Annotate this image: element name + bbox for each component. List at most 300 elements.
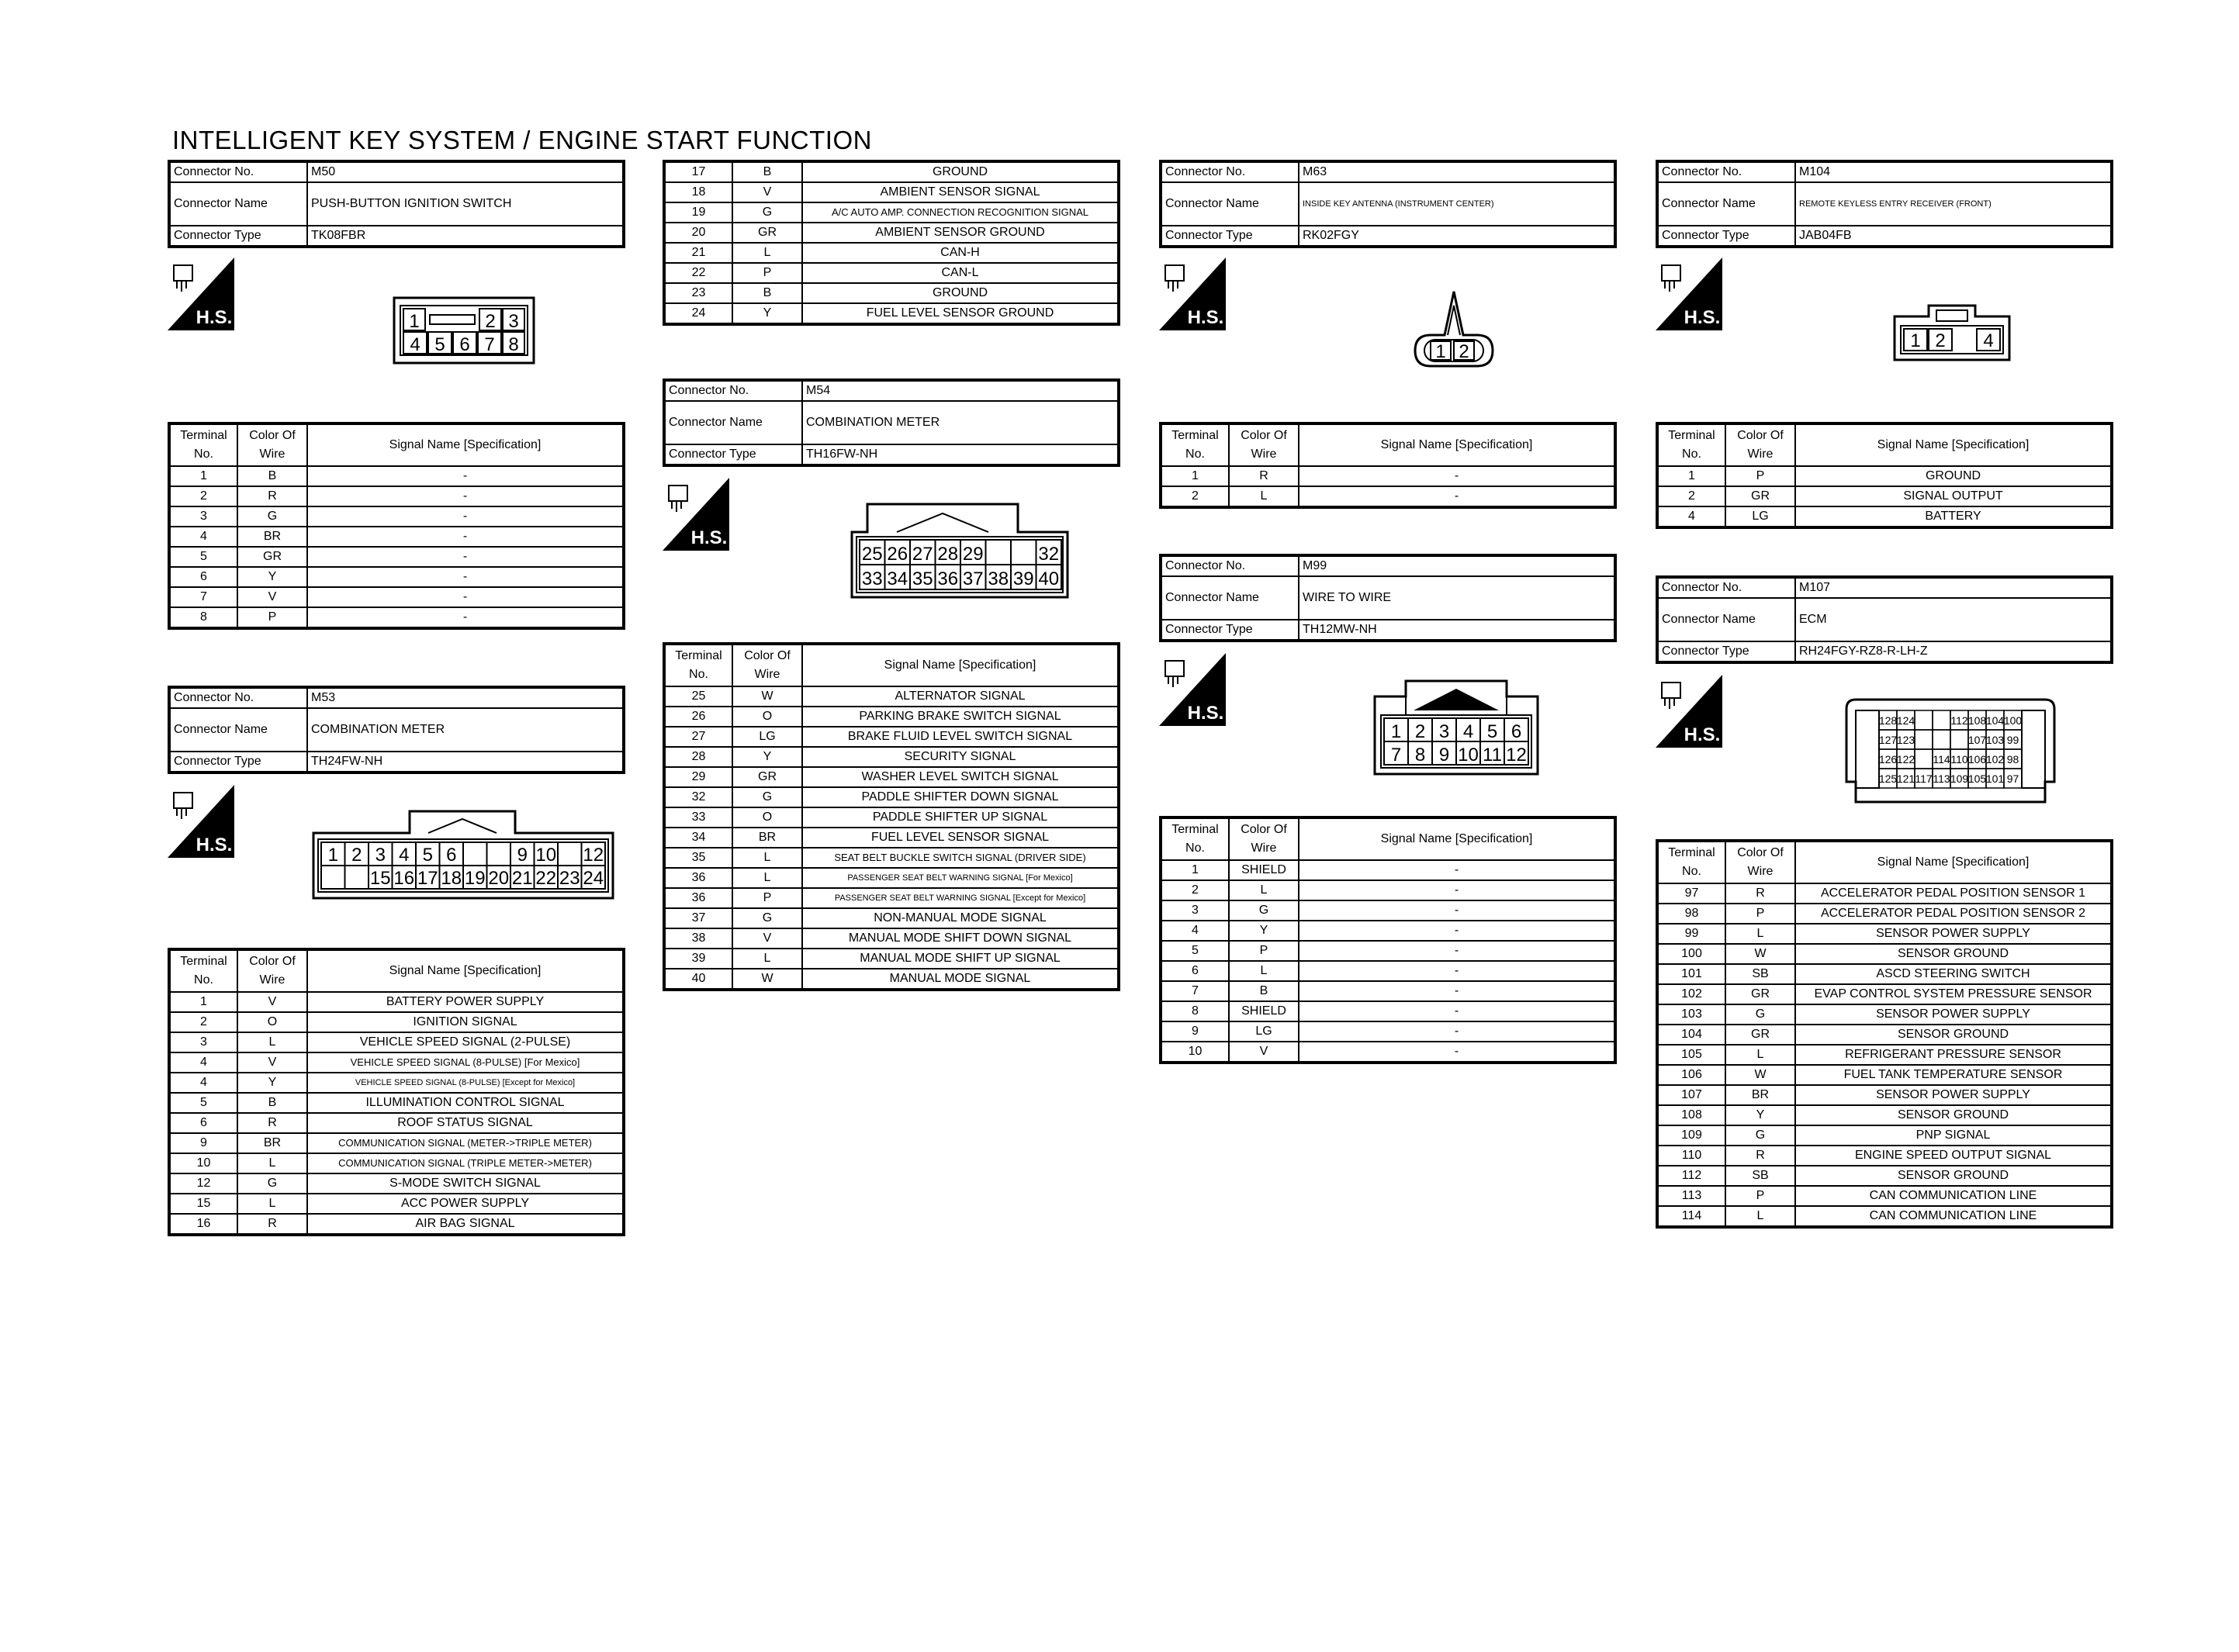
- pin-label: 122: [1896, 753, 1915, 766]
- harness-side-icon: [1656, 675, 1722, 748]
- table-row: [1161, 466, 1615, 486]
- wire-color: GR: [1725, 1025, 1795, 1045]
- connector-info-m99: [1159, 554, 1617, 642]
- connector-info-m107: [1656, 575, 2113, 664]
- connector-no-label: Connector No.: [1161, 161, 1299, 182]
- connector-type-label: Connector Type: [664, 444, 802, 465]
- signal-name: ACCELERATOR PEDAL POSITION SENSOR 1: [1795, 883, 2112, 904]
- pin-label: 15: [369, 868, 391, 889]
- signal-name: ALTERNATOR SIGNAL: [802, 686, 1119, 707]
- connector-face-m104: [1893, 304, 2011, 361]
- terminal-no: 15: [169, 1194, 237, 1214]
- signal-name: NON-MANUAL MODE SIGNAL: [802, 908, 1119, 928]
- pin-label: 25: [861, 544, 883, 565]
- connector-no-value: M50: [307, 161, 624, 182]
- terminal-no: 37: [664, 908, 732, 928]
- pin-label: 97: [2006, 772, 2019, 785]
- wire-color: L: [237, 1153, 307, 1173]
- pin-label: 10: [1458, 745, 1479, 766]
- signal-name: SENSOR POWER SUPPLY: [1795, 1085, 2112, 1105]
- table-row: [664, 747, 1119, 767]
- pin-label: 12: [583, 845, 604, 866]
- wire-color: L: [1229, 961, 1299, 981]
- pin-label: 1: [1390, 721, 1402, 742]
- terminal-no: 32: [664, 787, 732, 807]
- signal-name: CAN COMMUNICATION LINE: [1795, 1206, 2112, 1227]
- terminal-no: 18: [664, 182, 732, 202]
- table-row: [169, 1012, 624, 1032]
- signal-name: -: [1299, 1001, 1615, 1021]
- connector-no-label: Connector No.: [1657, 161, 1795, 182]
- wire-color: L: [237, 1032, 307, 1052]
- signal-name: -: [1299, 981, 1615, 1001]
- signal-name: SECURITY SIGNAL: [802, 747, 1119, 767]
- terminal-no: 112: [1657, 1166, 1725, 1186]
- hs-label: H.S.: [1187, 307, 1224, 328]
- terminal-no: 36: [664, 868, 732, 888]
- wire-color: Y: [237, 567, 307, 587]
- terminal-no: 10: [1161, 1042, 1229, 1063]
- pin-label: 110: [1950, 753, 1968, 766]
- hs-label: H.S.: [196, 835, 233, 855]
- signal-name: -: [307, 486, 624, 506]
- terminal-no: 28: [664, 747, 732, 767]
- wire-color: G: [732, 787, 802, 807]
- table-row: [169, 1093, 624, 1113]
- pin-label: 8: [1414, 745, 1426, 766]
- signal-name: SEAT BELT BUCKLE SWITCH SIGNAL (DRIVER SIDE): [802, 848, 1119, 868]
- page-title: INTELLIGENT KEY SYSTEM / ENGINE START FUNCTION: [172, 126, 872, 154]
- pin-label: 2: [1414, 721, 1426, 742]
- terminal-table-m54: [663, 642, 1120, 991]
- terminal-no: 24: [664, 303, 732, 324]
- signal-name: ROOF STATUS SIGNAL: [307, 1113, 624, 1133]
- connector-name-value: ECM: [1795, 598, 2112, 641]
- table-row: [1161, 1021, 1615, 1042]
- table-row: [1657, 904, 2112, 924]
- wire-color: G: [237, 506, 307, 527]
- connector-info-m54: [663, 378, 1120, 467]
- terminal-no: 103: [1657, 1004, 1725, 1025]
- table-header: [169, 423, 624, 466]
- wire-color: SHIELD: [1229, 1001, 1299, 1021]
- table-row: [1161, 1001, 1615, 1021]
- signal-name: SENSOR GROUND: [1795, 1166, 2112, 1186]
- pin-label: 16: [393, 868, 415, 889]
- terminal-no-header: Terminal No.: [1161, 423, 1229, 466]
- connector-no-value: M99: [1299, 555, 1615, 576]
- signal-name: BATTERY: [1795, 506, 2112, 527]
- signal-name: SENSOR GROUND: [1795, 1025, 2112, 1045]
- signal-name: PARKING BRAKE SWITCH SIGNAL: [802, 707, 1119, 727]
- signal-name-header: Signal Name [Specification]: [802, 644, 1119, 686]
- table-row: [664, 202, 1119, 223]
- connector-face-m50: [393, 296, 535, 365]
- signal-name: -: [1299, 1021, 1615, 1042]
- signal-name: VEHICLE SPEED SIGNAL (8-PULSE) [For Mexico]: [307, 1052, 624, 1073]
- terminal-no: 23: [664, 283, 732, 303]
- pin-label: 6: [1511, 721, 1522, 742]
- connector-name-value: COMBINATION METER: [307, 708, 624, 752]
- terminal-no-header: Terminal No.: [1657, 841, 1725, 883]
- signal-name: ACCELERATOR PEDAL POSITION SENSOR 2: [1795, 904, 2112, 924]
- terminal-no: 7: [1161, 981, 1229, 1001]
- table-row: [664, 908, 1119, 928]
- signal-name: PADDLE SHIFTER UP SIGNAL: [802, 807, 1119, 828]
- table-row: [664, 686, 1119, 707]
- table-header: [169, 949, 624, 992]
- connector-name-value: COMBINATION METER: [802, 401, 1119, 444]
- wire-color: B: [237, 466, 307, 486]
- pin-label: 128: [1878, 714, 1898, 727]
- terminal-no: 113: [1657, 1186, 1725, 1206]
- harness-side-icon: [1656, 257, 1722, 330]
- color-of-wire-header: Color Of Wire: [1229, 423, 1299, 466]
- signal-name: -: [1299, 466, 1615, 486]
- signal-name: ENGINE SPEED OUTPUT SIGNAL: [1795, 1146, 2112, 1166]
- signal-name: FUEL LEVEL SENSOR GROUND: [802, 303, 1119, 324]
- wire-color: GR: [732, 767, 802, 787]
- table-header: [664, 644, 1119, 686]
- terminal-no: 1: [1161, 860, 1229, 880]
- terminal-no: 99: [1657, 924, 1725, 944]
- table-row: [664, 928, 1119, 949]
- pin-label: 1: [409, 311, 420, 332]
- table-row: [1657, 466, 2112, 486]
- terminal-no: 106: [1657, 1065, 1725, 1085]
- table-row: [1657, 1146, 2112, 1166]
- wire-color: L: [732, 949, 802, 969]
- pin-label: 99: [2006, 734, 2019, 746]
- wire-color: GR: [1725, 984, 1795, 1004]
- pin-label: 34: [887, 569, 908, 589]
- table-row: [664, 223, 1119, 243]
- table-row: [169, 1133, 624, 1153]
- terminal-no: 25: [664, 686, 732, 707]
- signal-name: MANUAL MODE SIGNAL: [802, 969, 1119, 990]
- wire-color: L: [732, 868, 802, 888]
- terminal-no: 19: [664, 202, 732, 223]
- table-row: [1657, 883, 2112, 904]
- wire-color: SB: [1725, 1166, 1795, 1186]
- table-row: [1657, 1125, 2112, 1146]
- pin-label: 2: [351, 845, 362, 866]
- connector-name-label: Connector Name: [1657, 598, 1795, 641]
- terminal-no: 27: [664, 727, 732, 747]
- pin-label: 127: [1878, 734, 1898, 746]
- signal-name: AIR BAG SIGNAL: [307, 1214, 624, 1235]
- pin-label: 4: [1462, 721, 1474, 742]
- signal-name: A/C AUTO AMP. CONNECTION RECOGNITION SIGNAL: [802, 202, 1119, 223]
- pin-label: 5: [1486, 721, 1498, 742]
- pin-label: 103: [1985, 734, 2005, 746]
- signal-name: FUEL TANK TEMPERATURE SENSOR: [1795, 1065, 2112, 1085]
- color-of-wire-header: Color Of Wire: [237, 423, 307, 466]
- terminal-no: 2: [1161, 880, 1229, 900]
- pin-label: 5: [422, 845, 433, 866]
- terminal-no: 105: [1657, 1045, 1725, 1065]
- terminal-table-m50: [168, 422, 625, 630]
- pin-label: 2: [1935, 330, 1946, 351]
- wire-color: O: [732, 707, 802, 727]
- wire-color: Y: [732, 747, 802, 767]
- terminal-no: 97: [1657, 883, 1725, 904]
- wire-color: G: [237, 1173, 307, 1194]
- wire-color: V: [237, 992, 307, 1012]
- connector-no-value: M107: [1795, 577, 2112, 598]
- signal-name: FUEL LEVEL SENSOR SIGNAL: [802, 828, 1119, 848]
- table-row: [169, 1214, 624, 1235]
- wire-color: BR: [732, 828, 802, 848]
- wire-color: P: [1725, 1186, 1795, 1206]
- table-row: [1657, 964, 2112, 984]
- wire-color: Y: [237, 1073, 307, 1093]
- connector-type-value: JAB04FB: [1795, 226, 2112, 247]
- wire-color: P: [1229, 941, 1299, 961]
- terminal-no: 5: [169, 1093, 237, 1113]
- connector-type-value: RH24FGY-RZ8-R-LH-Z: [1795, 641, 2112, 662]
- table-row: [664, 868, 1119, 888]
- pin-label: 38: [988, 569, 1009, 589]
- table-row: [664, 263, 1119, 283]
- terminal-no: 35: [664, 848, 732, 868]
- terminal-no: 26: [664, 707, 732, 727]
- pin-label: 32: [1038, 544, 1060, 565]
- connector-name-value: WIRE TO WIRE: [1299, 576, 1615, 620]
- harness-side-icon: [1159, 653, 1226, 726]
- signal-name: SENSOR POWER SUPPLY: [1795, 1004, 2112, 1025]
- wire-color: LG: [1725, 506, 1795, 527]
- terminal-no: 100: [1657, 944, 1725, 964]
- terminal-no: 104: [1657, 1025, 1725, 1045]
- pin-label: 2: [1459, 341, 1469, 362]
- wire-color: W: [1725, 944, 1795, 964]
- signal-name: CAN COMMUNICATION LINE: [1795, 1186, 2112, 1206]
- wire-color: R: [237, 486, 307, 506]
- connector-no-value: M54: [802, 380, 1119, 401]
- pin-label: 102: [1985, 753, 2005, 766]
- wire-color: BR: [237, 1133, 307, 1153]
- signal-name: -: [307, 506, 624, 527]
- signal-name: -: [1299, 486, 1615, 507]
- connector-info-m104: [1656, 160, 2113, 248]
- hs-label: H.S.: [690, 527, 728, 548]
- connector-type-value: TH12MW-NH: [1299, 620, 1615, 641]
- pin-label: 3: [375, 845, 386, 866]
- wire-color: W: [732, 969, 802, 990]
- signal-name: SIGNAL OUTPUT: [1795, 486, 2112, 506]
- table-row: [664, 767, 1119, 787]
- terminal-no: 10: [169, 1153, 237, 1173]
- terminal-no: 98: [1657, 904, 1725, 924]
- table-row: [1657, 1004, 2112, 1025]
- signal-name: PADDLE SHIFTER DOWN SIGNAL: [802, 787, 1119, 807]
- table-row: [664, 828, 1119, 848]
- terminal-no: 7: [169, 587, 237, 607]
- connector-no-value: M104: [1795, 161, 2112, 182]
- connector-type-label: Connector Type: [1161, 226, 1299, 247]
- pin-label: 3: [508, 311, 519, 332]
- wire-color: L: [1229, 880, 1299, 900]
- pin-label: 112: [1950, 714, 1968, 727]
- color-of-wire-header: Color Of Wire: [1229, 817, 1299, 860]
- signal-name: SENSOR GROUND: [1795, 944, 2112, 964]
- signal-name: AMBIENT SENSOR SIGNAL: [802, 182, 1119, 202]
- signal-name: -: [307, 466, 624, 486]
- wire-color: R: [1725, 883, 1795, 904]
- signal-name: -: [1299, 880, 1615, 900]
- table-row: [1657, 506, 2112, 527]
- wire-color: GR: [1725, 486, 1795, 506]
- connector-no-label: Connector No.: [169, 687, 307, 708]
- pin-label: 10: [535, 845, 557, 866]
- connector-name-label: Connector Name: [1161, 576, 1299, 620]
- connector-no-label: Connector No.: [169, 161, 307, 182]
- pin-label: 4: [399, 845, 410, 866]
- connector-name-label: Connector Name: [664, 401, 802, 444]
- terminal-no: 4: [1657, 506, 1725, 527]
- pin-label: 21: [511, 868, 533, 889]
- connector-type-label: Connector Type: [169, 226, 307, 247]
- wire-color: V: [237, 1052, 307, 1073]
- wire-color: L: [1229, 486, 1299, 507]
- wire-color: GR: [237, 547, 307, 567]
- terminal-no: 12: [169, 1173, 237, 1194]
- wire-color: BR: [1725, 1085, 1795, 1105]
- table-row: [1657, 1025, 2112, 1045]
- terminal-no: 6: [1161, 961, 1229, 981]
- connector-face-m63: [1414, 287, 1494, 369]
- pin-label: 33: [861, 569, 883, 589]
- connector-type-label: Connector Type: [1657, 226, 1795, 247]
- wire-color: L: [732, 848, 802, 868]
- signal-name: -: [307, 607, 624, 628]
- table-row: [664, 303, 1119, 324]
- pin-label: 117: [1915, 772, 1933, 785]
- table-row: [1161, 941, 1615, 961]
- terminal-table-m53-continued: [663, 160, 1120, 326]
- connector-name-label: Connector Name: [1161, 182, 1299, 226]
- terminal-table-m99: [1159, 816, 1617, 1064]
- terminal-no: 40: [664, 969, 732, 990]
- signal-name: EVAP CONTROL SYSTEM PRESSURE SENSOR: [1795, 984, 2112, 1004]
- terminal-no: 5: [1161, 941, 1229, 961]
- terminal-no: 4: [169, 1073, 237, 1093]
- table-row: [664, 161, 1119, 182]
- table-row: [1161, 900, 1615, 921]
- connector-type-label: Connector Type: [1657, 641, 1795, 662]
- wire-color: R: [1229, 466, 1299, 486]
- table-row: [169, 1173, 624, 1194]
- hs-label: H.S.: [1684, 724, 1721, 745]
- signal-name: AMBIENT SENSOR GROUND: [802, 223, 1119, 243]
- signal-name: PNP SIGNAL: [1795, 1125, 2112, 1146]
- wire-color: BR: [237, 527, 307, 547]
- pin-label: 36: [937, 569, 959, 589]
- table-row: [1161, 1042, 1615, 1063]
- table-row: [664, 243, 1119, 263]
- table-row: [1657, 1065, 2112, 1085]
- terminal-no: 16: [169, 1214, 237, 1235]
- table-row: [169, 1194, 624, 1214]
- pin-label: 100: [2003, 714, 2023, 727]
- pin-label: 6: [459, 334, 470, 355]
- signal-name: -: [1299, 921, 1615, 941]
- wire-color: SHIELD: [1229, 860, 1299, 880]
- terminal-no: 39: [664, 949, 732, 969]
- terminal-no: 2: [169, 1012, 237, 1032]
- wire-color: SB: [1725, 964, 1795, 984]
- color-of-wire-header: Color Of Wire: [732, 644, 802, 686]
- harness-side-icon: [168, 257, 234, 330]
- signal-name-header: Signal Name [Specification]: [1795, 841, 2112, 883]
- terminal-no: 9: [169, 1133, 237, 1153]
- table-row: [169, 1052, 624, 1073]
- pin-label: 5: [434, 334, 445, 355]
- pin-label: 101: [1985, 772, 2005, 785]
- pin-label: 24: [583, 868, 604, 889]
- terminal-no: 5: [169, 547, 237, 567]
- pin-label: 7: [484, 334, 495, 355]
- signal-name: COMMUNICATION SIGNAL (METER->TRIPLE METER): [307, 1133, 624, 1153]
- pin-label: 28: [937, 544, 959, 565]
- signal-name: WASHER LEVEL SWITCH SIGNAL: [802, 767, 1119, 787]
- terminal-no: 1: [1161, 466, 1229, 486]
- wire-color: O: [732, 807, 802, 828]
- table-row: [1161, 880, 1615, 900]
- signal-name: -: [1299, 1042, 1615, 1063]
- harness-side-icon: [1159, 257, 1226, 330]
- pin-label: 3: [1438, 721, 1450, 742]
- signal-name-header: Signal Name [Specification]: [307, 423, 624, 466]
- hs-label: H.S.: [1187, 703, 1224, 724]
- table-row: [169, 506, 624, 527]
- terminal-no: 102: [1657, 984, 1725, 1004]
- pin-label: 9: [517, 845, 528, 866]
- signal-name: -: [307, 547, 624, 567]
- table-row: [169, 567, 624, 587]
- terminal-no: 29: [664, 767, 732, 787]
- pin-label: 7: [1390, 745, 1402, 766]
- signal-name: GROUND: [802, 283, 1119, 303]
- connector-name-label: Connector Name: [169, 708, 307, 752]
- table-row: [169, 547, 624, 567]
- wire-color: P: [732, 263, 802, 283]
- table-row: [169, 1032, 624, 1052]
- terminal-table-m107: [1656, 839, 2113, 1229]
- table-row: [664, 283, 1119, 303]
- table-row: [169, 1073, 624, 1093]
- terminal-no: 6: [169, 567, 237, 587]
- terminal-no: 36: [664, 888, 732, 908]
- terminal-no: 108: [1657, 1105, 1725, 1125]
- table-row: [169, 992, 624, 1012]
- connector-info-m63: [1159, 160, 1617, 248]
- signal-name: ACC POWER SUPPLY: [307, 1194, 624, 1214]
- wire-color: G: [1725, 1125, 1795, 1146]
- harness-side-icon: [168, 785, 234, 858]
- connector-no-label: Connector No.: [1657, 577, 1795, 598]
- connector-name-value: REMOTE KEYLESS ENTRY RECEIVER (FRONT): [1795, 182, 2112, 226]
- signal-name: IGNITION SIGNAL: [307, 1012, 624, 1032]
- pin-label: 26: [887, 544, 908, 565]
- terminal-no: 114: [1657, 1206, 1725, 1227]
- table-row: [1657, 944, 2112, 964]
- signal-name: BATTERY POWER SUPPLY: [307, 992, 624, 1012]
- wire-color: L: [1725, 1045, 1795, 1065]
- terminal-no: 2: [1161, 486, 1229, 507]
- pin-label: 12: [1506, 745, 1527, 766]
